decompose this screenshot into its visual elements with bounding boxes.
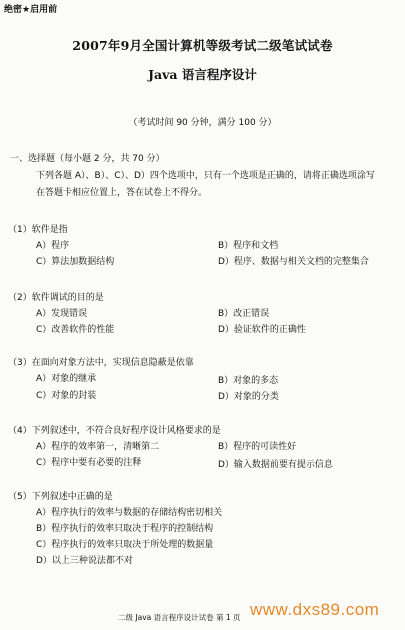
question-option: B）程序的可读性好: [218, 442, 297, 452]
question-option: B）对象的多态: [218, 376, 279, 386]
question-option: D）输入数据前要有提示信息: [218, 460, 333, 470]
question-option: D）以上三种说法都不对: [36, 556, 133, 566]
question-option: B）程序和文档: [218, 241, 279, 251]
question-stem: （4）下列叙述中，不符合良好程序设计风格要求的是: [8, 426, 221, 436]
question-option: D）程序、数据与相关文档的完整集合: [218, 257, 369, 267]
question-option: A）发现错误: [36, 309, 88, 319]
question-option: B）程序执行的效率只取决于程序的控制结构: [36, 524, 214, 534]
question-option: A）对象的继承: [36, 374, 97, 384]
section-title: 一、选择题（每小题 2 分，共 70 分）: [10, 154, 165, 164]
question-option: D）验证软件的正确性: [218, 325, 306, 335]
question-stem: （3）在面向对象方法中，实现信息隐蔽是依靠: [8, 358, 194, 368]
question-option: A）程序: [36, 241, 70, 251]
secret-mark: 绝密★启用前: [4, 5, 58, 15]
question-option: D）对象的分类: [218, 392, 279, 402]
question-stem: （2）软件调试的目的是: [8, 293, 104, 303]
exam-title: 2007年9月全国计算机等级考试二级笔试试卷: [72, 38, 333, 53]
question-option: A）程序的效率第一，清晰第二: [36, 442, 160, 452]
question-option: A）程序执行的效率与数据的存储结构密切相关: [36, 508, 223, 518]
page-footer: 二级 Java 语言程序设计试卷 第 1 页: [118, 613, 241, 622]
question-option: C）对象的封装: [36, 391, 97, 401]
question-option: C）程序执行的效率只取决于所处理的数据量: [36, 540, 214, 550]
exam-subtitle: Java 语言程序设计: [148, 67, 257, 82]
site-watermark: www.dxs89.com: [250, 600, 380, 619]
question-option: C）程序中要有必要的注释: [36, 458, 142, 468]
question-option: C）算法加数据结构: [36, 257, 115, 267]
question-option: C）改善软件的性能: [36, 325, 115, 335]
question-stem: （5）下列叙述中正确的是: [8, 492, 113, 502]
question-stem: （1）软件是指: [8, 225, 68, 235]
section-instruction-line: 在答题卡相应位置上，答在试卷上不得分。: [36, 188, 208, 198]
section-instruction-line: 下列各题 A）、B）、C）、D）四个选项中，只有一个选项是正确的，请将正确选项涂写: [36, 171, 375, 181]
question-option: B）改正错误: [218, 309, 270, 319]
exam-info: （考试时间 90 分钟，满分 100 分）: [128, 118, 277, 128]
